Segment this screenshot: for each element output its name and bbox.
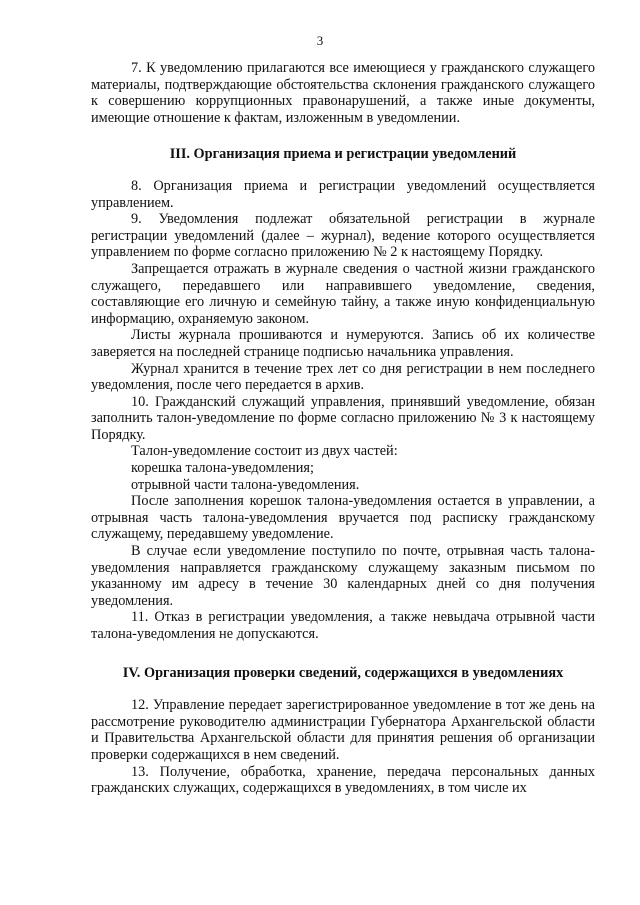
list-item-stub: корешка талона-уведомления;	[131, 460, 314, 477]
paragraph-talon-parts: Талон-уведомление состоит из двух частей:	[131, 443, 398, 460]
section-heading-iv: IV. Организация проверки сведений, содержащихся в уведомлениях	[122, 664, 564, 681]
paragraph-journal-storage: Журнал хранится в течение трех лет со дня регистрации в нем последнего уведомления, после чего передается в архив.	[91, 360, 595, 394]
section-heading-iii: III. Организация приема и регистрации уведомлений	[169, 146, 517, 163]
document-body	[91, 60, 595, 797]
paragraph-9: 9. Уведомления подлежат обязательной регистрации в журнале регистрации уведомлений (далее – журнал), ведение которого осуществляется управлением по форме согласно приложению № 2 к настоящему Порядку.	[91, 211, 595, 261]
paragraph-7: 7. К уведомлению прилагаются все имеющиеся у гражданского служащего материалы, подтверждающие обстоятельства склонения гражданского служащего к совершению коррупционных правонарушений, а также иные документы, имеющие отношение к фактам, изложенным в уведомлении.	[91, 60, 595, 126]
paragraph-12: 12. Управление передает зарегистрированное уведомление в тот же день на рассмотрение руководителю администрации Губернатора Архангельской области и Правительства Архангельской области для принятия решения об организации проверки содержащихся в нем сведений.	[91, 697, 595, 763]
paragraph-prohibition: Запрещается отражать в журнале сведения о частной жизни гражданского служащего, передавшего или направившего уведомление, сведения, составляющие его личную и семейную тайну, а также иную конфиденциальную информацию, охраняемую законом.	[91, 260, 595, 327]
paragraph-8: 8. Организация приема и регистрации уведомлений осуществляется управлением.	[91, 177, 595, 211]
paragraph-13: 13. Получение, обработка, хранение, передача персональных данных гражданских служащих, содержащихся в уведомлениях, в том числе их	[91, 763, 595, 797]
paragraph-journal-sheets: Листы журнала прошиваются и нумеруются. Запись об их количестве заверяется на последней странице подписью начальника управления.	[91, 327, 595, 360]
paragraph-after-filling: После заполнения корешок талона-уведомления остается в управлении, а отрывная часть талона-уведомления вручается под расписку гражданскому служащему, передавшему уведомление.	[91, 493, 595, 543]
page-number: 3	[316, 33, 324, 48]
list-item-tear-off: отрывной части талона-уведомления.	[131, 476, 360, 493]
paragraph-10: 10. Гражданский служащий управления, принявший уведомление, обязан заполнить талон-уведомление по форме согласно приложению № 3 к настоящему Порядку.	[91, 393, 595, 443]
paragraph-by-mail: В случае если уведомление поступило по почте, отрывная часть талона-уведомления направляется гражданскому служащему заказным письмом по указанному им адресу в течение 30 календарных дней со дня получения уведомления.	[91, 543, 595, 609]
paragraph-11: 11. Отказ в регистрации уведомления, а также невыдача отрывной части талона-уведомления не допускаются.	[91, 609, 595, 642]
